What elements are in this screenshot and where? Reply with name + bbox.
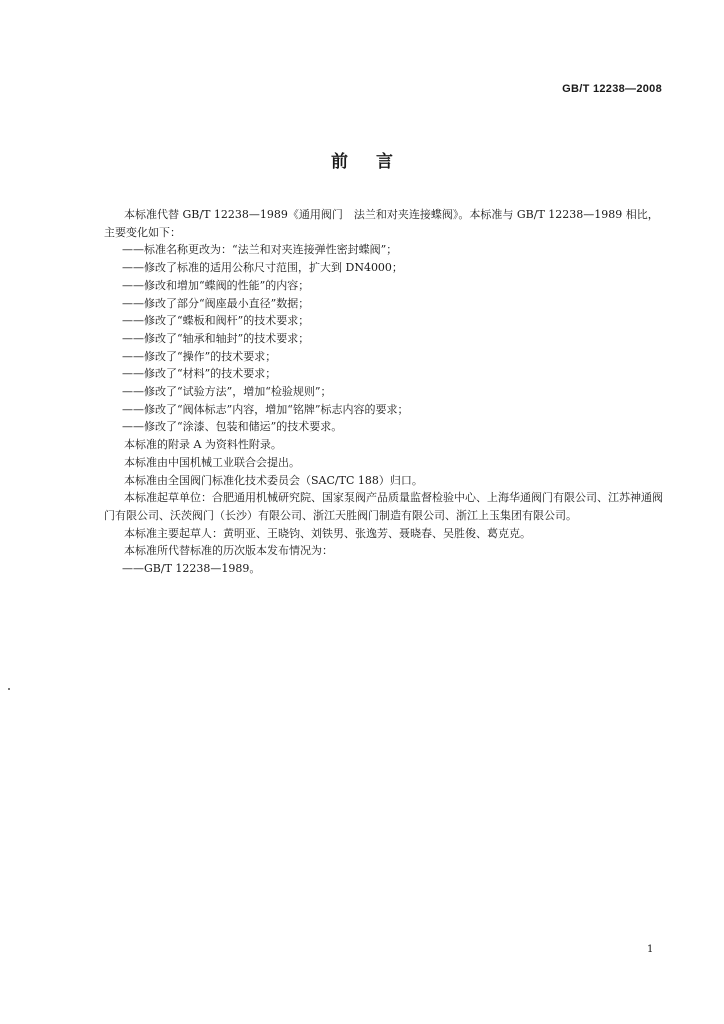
scan-speck (8, 688, 10, 690)
change-item: ——修改了“材料”的技术要求； (122, 367, 277, 381)
paragraph-annex: 本标准的附录 A 为资料性附录。 (124, 438, 282, 452)
paragraph-proposer: 本标准由中国机械工业联合会提出。 (124, 455, 300, 469)
paragraph-intro: 本标准代替 GB/T 12238—1989《通用阀门 法兰和对夹连接蝶阀》。本标准与 GB/T 12238—1989 相比，主要变化如下： (104, 208, 659, 239)
history-item: ——GB/T 12238—1989。 (122, 562, 261, 576)
change-item: ——标准名称更改为：“法兰和对夹连接弹性密封蝶阀”； (122, 243, 398, 257)
page-title: 前言 (331, 152, 421, 172)
preface-body (104, 206, 664, 578)
paragraph-drafters: 本标准主要起草人：黄明亚、王晓钧、刘铁男、张逸芳、聂晓春、吴胜俊、葛克克。 (124, 526, 531, 540)
paragraph-history: 本标准所代替标准的历次版本发布情况为： (124, 544, 333, 558)
change-item: ——修改了“涂漆、包装和储运”的技术要求。 (122, 420, 343, 434)
paragraph-committee: 本标准由全国阀门标准化技术委员会（SAC/TC 188）归口。 (124, 473, 423, 487)
standard-code: GB/T 12238—2008 (562, 83, 662, 95)
change-item: ——修改了“操作”的技术要求； (122, 349, 277, 363)
change-item: ——修改了“蝶板和阀杆”的技术要求； (122, 314, 310, 328)
change-item: ——修改了部分“阀座最小直径”数据； (122, 296, 310, 310)
change-item: ——修改了“阀体标志”内容，增加“铭牌”标志内容的要求； (122, 402, 409, 416)
change-item: ——修改了“试验方法”，增加“检验规则”； (122, 385, 332, 399)
paragraph-drafting-units: 本标准起草单位：合肥通用机械研究院、国家泵阀产品质量监督检验中心、上海华通阀门有限公司、江苏神通阀门有限公司、沃茨阀门（长沙）有限公司、浙江天胜阀门制造有限公司、浙江上玉集团有限公司。 (104, 491, 663, 522)
change-item: ——修改了标准的适用公称尺寸范围，扩大到 DN4000； (122, 261, 403, 275)
change-item: ——修改和增加“蝶阀的性能”的内容； (122, 278, 310, 292)
change-item: ——修改了“轴承和轴封”的技术要求； (122, 331, 310, 345)
page-number: 1 (647, 944, 654, 955)
